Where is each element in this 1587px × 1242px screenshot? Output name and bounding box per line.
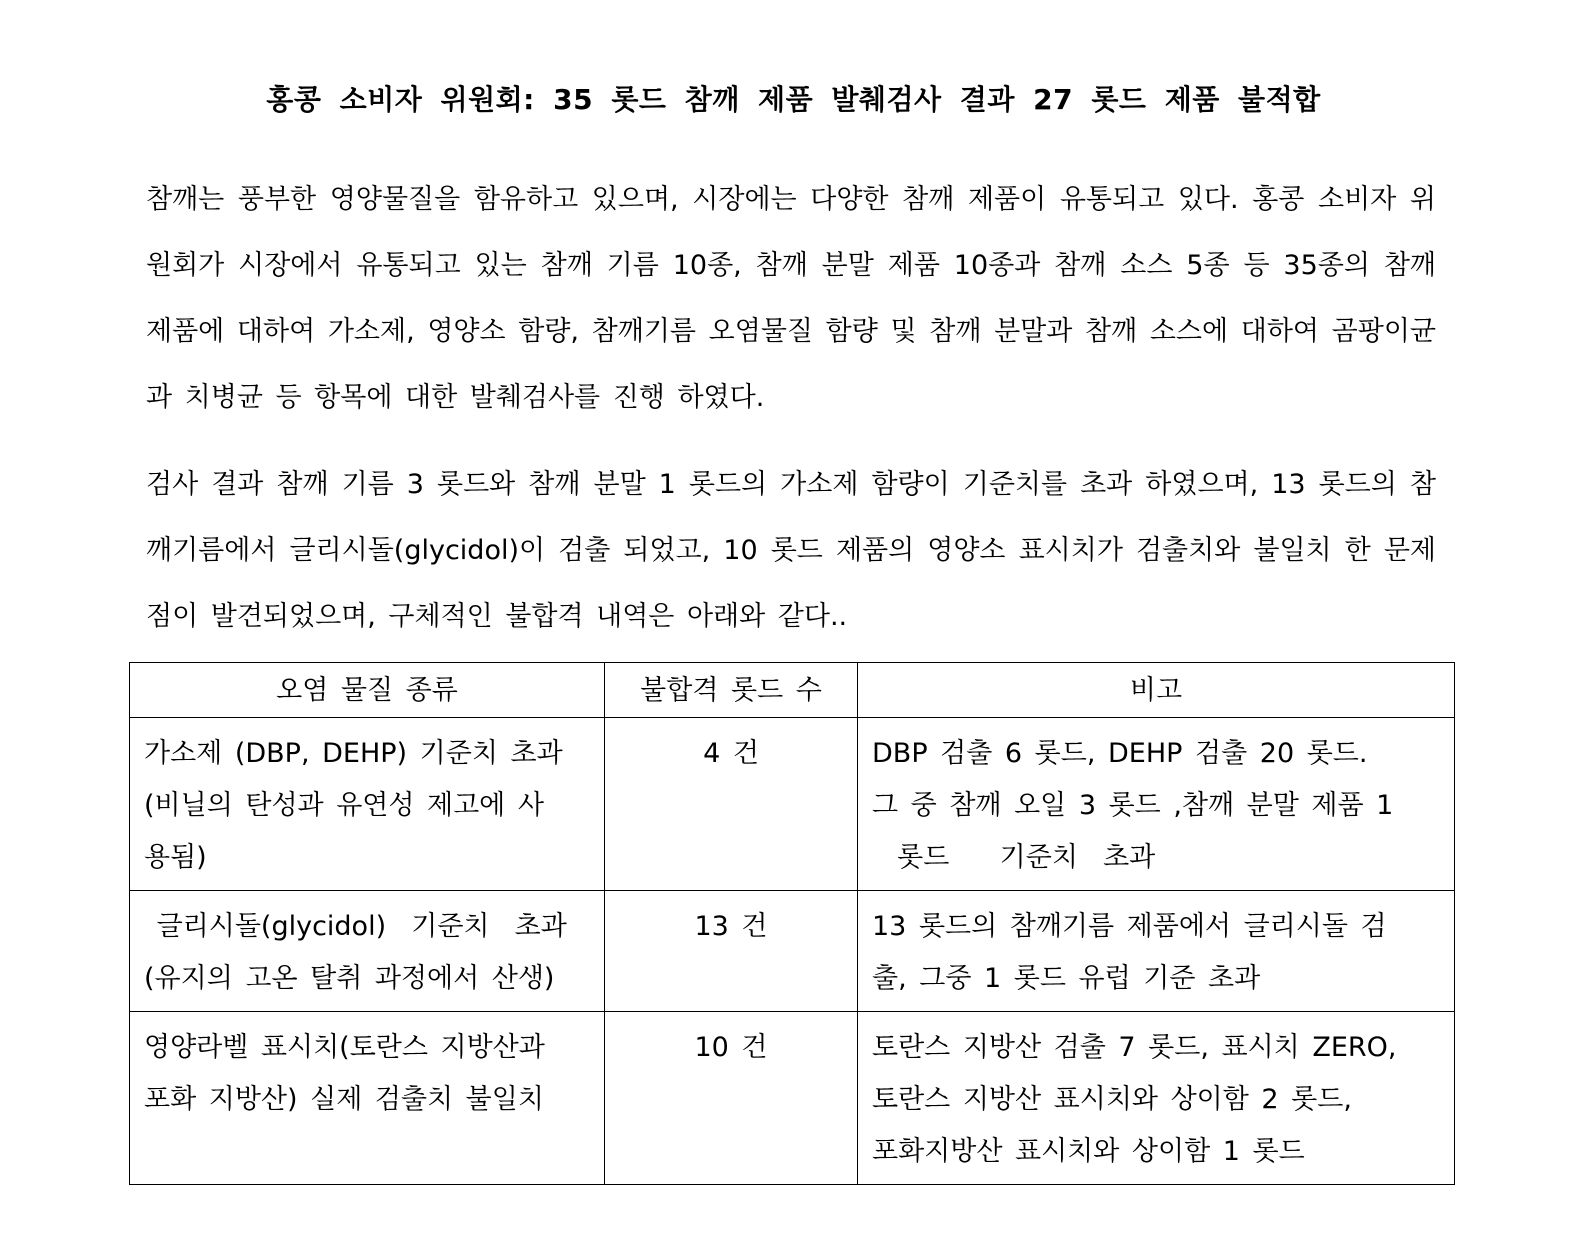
contaminant-type-cell	[130, 718, 605, 891]
cell-line: 13 롯드의 참깨기름 제품에서 글리시돌 검	[872, 911, 1387, 942]
cell-line: 그 중 참깨 오일 3 롯드 ,참깨 분말 제품 1	[872, 790, 1394, 821]
cell-line: DBP 검출 6 롯드, DEHP 검출 20 롯드.	[872, 738, 1368, 769]
header-remarks: 비고	[858, 663, 1455, 718]
failed-count-cell: 4 건	[605, 718, 858, 891]
contaminant-type-cell	[130, 1012, 605, 1185]
header-contaminant-type: 오염 물질 종류	[130, 663, 605, 718]
results-paragraph: 검사 결과 참깨 기름 3 롯드와 참깨 분말 1 롯드의 가소제 함량이 기준치를 초과 하였으며, 13 롯드의 참깨기름에서 글리시돌(glycidol)이 검출 되었고, 10 롯드 제품의 영양소 표시치가 검출치와 불일치 한 문제점이 발견되었으며, 구체적인 불합격 내역은 아래와 같다..	[146, 469, 1436, 632]
cell-line: (유지의 고온 탈취 과정에서 산생)	[144, 963, 555, 994]
table-header-row	[130, 663, 1455, 718]
failed-count-cell: 13 건	[605, 891, 858, 1012]
table-row	[130, 1012, 1455, 1185]
remarks-cell	[858, 718, 1455, 891]
cell-line: 가소제 (DBP, DEHP) 기준치 초과	[144, 738, 563, 769]
noncompliance-table	[129, 662, 1455, 1185]
remarks-cell	[858, 891, 1455, 1012]
header-failed-lot-count: 불합격 롯드 수	[605, 663, 858, 718]
cell-line: (비닐의 탄성과 유연성 제고에 사	[144, 790, 544, 821]
cell-line: 용됨)	[144, 842, 207, 873]
cell-line: 토란스 지방산 표시치와 상이함 2 롯드,	[872, 1084, 1352, 1115]
cell-line: 토란스 지방산 검출 7 롯드, 표시치 ZERO,	[872, 1032, 1397, 1063]
cell-line: 포화 지방산) 실제 검출치 불일치	[144, 1084, 544, 1115]
cell-line: 출, 그중 1 롯드 유럽 기준 초과	[872, 963, 1261, 994]
table-row	[130, 718, 1455, 891]
document-title: 홍콩 소비자 위원회: 35 롯드 참깨 제품 발췌검사 결과 27 롯드 제품 불적합	[266, 83, 1321, 116]
table-row	[130, 891, 1455, 1012]
failed-count-cell: 10 건	[605, 1012, 858, 1185]
contaminant-type-cell	[130, 891, 605, 1012]
cell-line: 롯드 기준치 초과	[872, 842, 1156, 873]
intro-paragraph: 참깨는 풍부한 영양물질을 함유하고 있으며, 시장에는 다양한 참깨 제품이 유통되고 있다. 홍콩 소비자 위원회가 시장에서 유통되고 있는 참깨 기름 10종, 참깨 분말 제품 10종과 참깨 소스 5종 등 35종의 참깨 제품에 대하여 가소제, 영양소 함량, 참깨기름 오염물질 함량 및 참깨 분말과 참깨 소스에 대하여 곰팡이균과 치병균 등 항목에 대한 발췌검사를 진행 하였다.	[146, 184, 1436, 413]
remarks-cell	[858, 1012, 1455, 1185]
cell-line: 글리시돌(glycidol) 기준치 초과	[144, 911, 567, 942]
cell-line: 포화지방산 표시치와 상이함 1 롯드	[872, 1136, 1305, 1167]
cell-line: 영양라벨 표시치(토란스 지방산과	[144, 1032, 545, 1063]
